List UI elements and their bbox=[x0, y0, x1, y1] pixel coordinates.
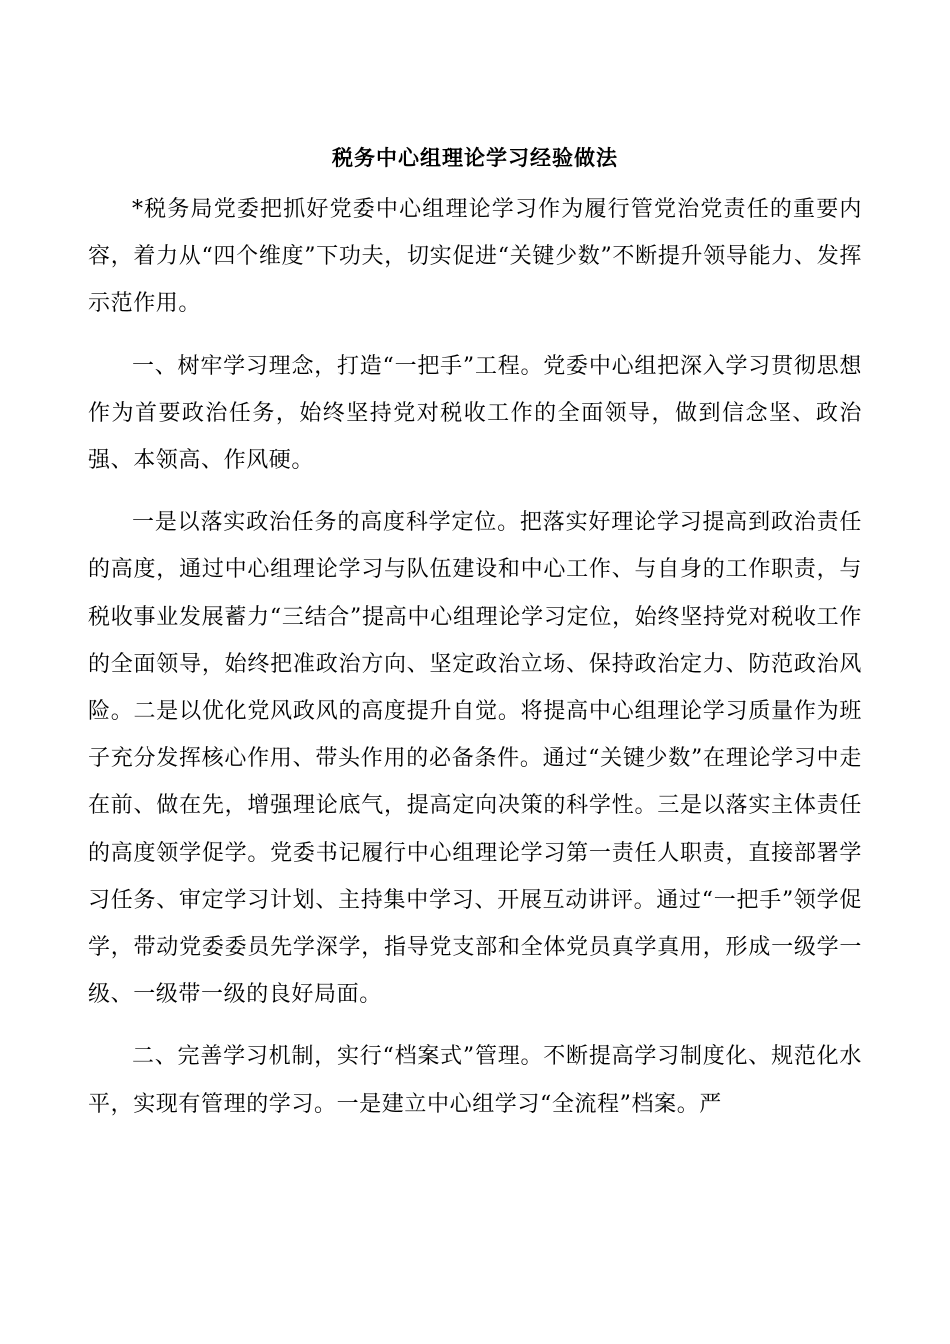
paragraph-section-1: 一、树牢学习理念，打造“一把手”工程。党委中心组把深入学习贯彻思想作为首要政治任务，始终坚持党对税收工作的全面领导，做到信念坚、政治强、本领高、作风硬。 bbox=[88, 353, 862, 474]
document-title: 税务中心组理论学习经验做法 bbox=[332, 146, 618, 170]
paragraph-section-2: 二、完善学习机制，实行“档案式”管理。不断提高学习制度化、规范化水平，实现有管理的学习。一是建立中心组学习“全流程”档案。严 bbox=[88, 1044, 862, 1117]
paragraph-intro: *税务局党委把抓好党委中心组理论学习作为履行管党治党责任的重要内容，着力从“四个维度”下功夫，切实促进“关键少数”不断提升领导能力、发挥示范作用。 bbox=[88, 197, 862, 317]
paragraph-section-1-detail: 一是以落实政治任务的高度科学定位。把落实好理论学习提高到政治责任的高度，通过中心组理论学习与队伍建设和中心工作、与自身的工作职责，与税收事业发展蓄力“三结合”提高中心组理论学习定位，始终坚持党对税收工作的全面领导，始终把准政治方向、坚定政治立场、保持政治定力、防范政治风险。二是以优化党风政风的高度提升自觉。将提高中心组理论学习质量作为班子充分发挥核心作用、带头作用的必备条件。通过“关键少数”在理论学习中走在前、做在先，增强理论底气，提高定向决策的科学性。三是以落实主体责任的高度领学促学。党委书记履行中心组理论学习第一责任人职责，直接部署学习任务、审定学习计划、主持集中学习、开展互动讲评。通过“一把手”领学促学，带动党委委员先学深学，指导党支部和全体党员真学真用，形成一级学一级、一级带一级的良好局面。 bbox=[88, 510, 862, 1008]
document-page bbox=[88, 140, 862, 1143]
